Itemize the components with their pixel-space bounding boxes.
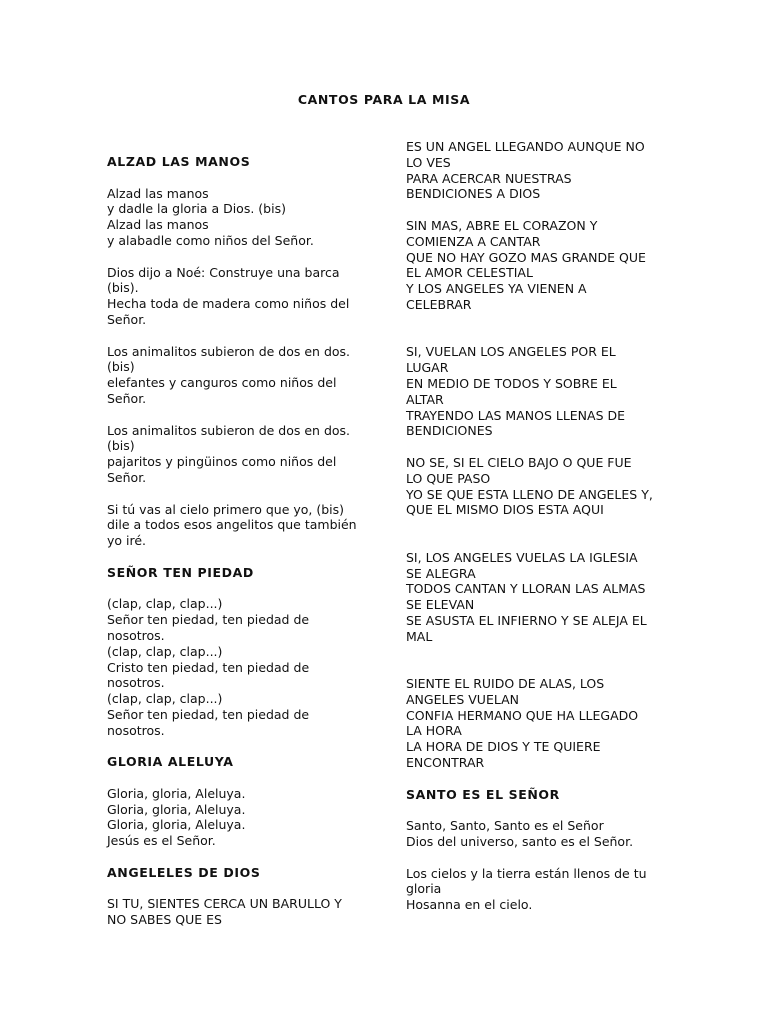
lyric-line: YO SE QUE ESTA LLENO DE ANGELES Y, bbox=[406, 486, 653, 502]
lyric-line: COMIENZA A CANTAR bbox=[406, 233, 541, 249]
lyric-line: Hosanna en el cielo. bbox=[406, 897, 533, 913]
lyric-line: (bis) bbox=[107, 359, 135, 375]
lyric-line: SE ASUSTA EL INFIERNO Y SE ALEJA EL bbox=[406, 612, 647, 628]
lyric-line: SI, VUELAN LOS ANGELES POR EL bbox=[406, 344, 616, 360]
song-heading-angeles: ANGELELES DE DIOS bbox=[107, 864, 261, 880]
lyric-line: nosotros. bbox=[107, 627, 165, 643]
document-title: CANTOS PARA LA MISA bbox=[297, 92, 471, 107]
lyric-line: SE ELEVAN bbox=[406, 597, 475, 613]
lyric-line: TODOS CANTAN Y LLORAN LAS ALMAS bbox=[406, 581, 646, 597]
song-heading-alzad: ALZAD LAS MANOS bbox=[107, 154, 251, 169]
lyric-line: MAL bbox=[406, 628, 433, 644]
lyric-line: Dios dijo a Noé: Construye una barca bbox=[107, 264, 340, 280]
lyric-line: LA HORA DE DIOS Y TE QUIERE bbox=[406, 739, 601, 755]
lyric-line: Gloria, gloria, Aleluya. bbox=[107, 817, 246, 833]
lyric-line: BENDICIONES bbox=[406, 423, 493, 439]
lyric-line: ALTAR bbox=[406, 391, 444, 407]
lyric-line: EN MEDIO DE TODOS Y SOBRE EL bbox=[406, 375, 617, 391]
lyric-line: nosotros. bbox=[107, 675, 165, 691]
lyric-line: Alzad las manos bbox=[107, 217, 209, 233]
lyric-line: Gloria, gloria, Aleluya. bbox=[107, 801, 246, 817]
lyric-line: CELEBRAR bbox=[406, 296, 472, 312]
lyric-line: Señor. bbox=[107, 390, 147, 406]
lyric-line: QUE EL MISMO DIOS ESTA AQUI bbox=[406, 502, 604, 518]
lyric-line: Jesús es el Señor. bbox=[107, 833, 216, 849]
lyric-line: LO VES bbox=[406, 154, 451, 170]
lyric-line: (clap, clap, clap...) bbox=[107, 691, 223, 707]
lyric-line: ENCONTRAR bbox=[406, 755, 485, 771]
lyric-line: QUE NO HAY GOZO MAS GRANDE QUE bbox=[406, 249, 646, 265]
lyric-line: (clap, clap, clap...) bbox=[107, 596, 223, 612]
lyric-line: NO SE, SI EL CIELO BAJO O QUE FUE bbox=[406, 454, 632, 470]
lyric-line: Señor ten piedad, ten piedad de bbox=[107, 612, 310, 628]
song-heading-piedad: SEÑOR TEN PIEDAD bbox=[107, 564, 254, 580]
lyric-line: Dios del universo, santo es el Señor. bbox=[406, 834, 634, 850]
lyric-line: (clap, clap, clap...) bbox=[107, 643, 223, 659]
lyric-line: Cristo ten piedad, ten piedad de bbox=[107, 659, 310, 675]
lyric-line: SI TU, SIENTES CERCA UN BARULLO Y bbox=[107, 896, 342, 912]
lyric-line: LO QUE PASO bbox=[406, 470, 491, 486]
lyric-line: CONFIA HERMANO QUE HA LLEGADO bbox=[406, 707, 639, 723]
lyric-line: dile a todos esos angelitos que también bbox=[107, 517, 357, 533]
left-column bbox=[107, 154, 375, 928]
lyric-line: NO SABES QUE ES bbox=[107, 912, 222, 928]
lyric-line: elefantes y canguros como niños del bbox=[107, 375, 337, 391]
right-column bbox=[406, 139, 668, 913]
lyric-line: Alzad las manos bbox=[107, 185, 209, 201]
lyric-line: Señor. bbox=[107, 469, 147, 485]
lyric-line: Hecha toda de madera como niños del bbox=[107, 296, 350, 312]
lyric-line: nosotros. bbox=[107, 722, 165, 738]
song-heading-gloria: GLORIA ALELUYA bbox=[107, 754, 234, 770]
lyric-line: BENDICIONES A DIOS bbox=[406, 186, 541, 202]
lyric-line: LUGAR bbox=[406, 360, 449, 376]
lyric-line: SIN MAS, ABRE EL CORAZON Y bbox=[406, 217, 598, 233]
lyric-line: Los animalitos subieron de dos en dos. bbox=[107, 343, 351, 359]
lyric-line: SIENTE EL RUIDO DE ALAS, LOS bbox=[406, 676, 605, 692]
lyric-line: pajaritos y pingüinos como niños del bbox=[107, 454, 337, 470]
lyric-line: Santo, Santo, Santo es el Señor bbox=[406, 818, 604, 834]
lyric-line: Gloria, gloria, Aleluya. bbox=[107, 785, 246, 801]
song-heading-santo: SANTO ES EL SEÑOR bbox=[406, 786, 560, 802]
lyric-line: SI, LOS ANGELES VUELAS LA IGLESIA bbox=[406, 549, 638, 565]
lyric-line: ES UN ANGEL LLEGANDO AUNQUE NO bbox=[406, 139, 645, 154]
lyric-line: ANGELES VUELAN bbox=[406, 691, 520, 707]
lyric-line: y dadle la gloria a Dios. (bis) bbox=[107, 201, 286, 217]
lyric-line: Los cielos y la tierra están llenos de tu bbox=[406, 865, 647, 881]
lyric-line: TRAYENDO LAS MANOS LLENAS DE bbox=[406, 407, 626, 423]
lyric-line: Señor ten piedad, ten piedad de bbox=[107, 706, 310, 722]
lyric-line: Si tú vas al cielo primero que yo, (bis) bbox=[107, 501, 345, 517]
lyric-line: Y LOS ANGELES YA VIENEN A bbox=[406, 281, 587, 297]
lyric-line: LA HORA bbox=[406, 723, 462, 739]
lyric-line: EL AMOR CELESTIAL bbox=[406, 265, 533, 281]
lyric-line: Señor. bbox=[107, 311, 147, 327]
lyric-line: y alabadle como niños del Señor. bbox=[107, 232, 314, 248]
lyric-line: (bis) bbox=[107, 438, 135, 454]
lyric-line: (bis). bbox=[107, 280, 139, 296]
lyric-line: Los animalitos subieron de dos en dos. bbox=[107, 422, 351, 438]
lyric-line: gloria bbox=[406, 881, 442, 897]
lyric-line: PARA ACERCAR NUESTRAS bbox=[406, 170, 572, 186]
lyric-line: yo iré. bbox=[107, 533, 147, 549]
lyric-line: SE ALEGRA bbox=[406, 565, 476, 581]
